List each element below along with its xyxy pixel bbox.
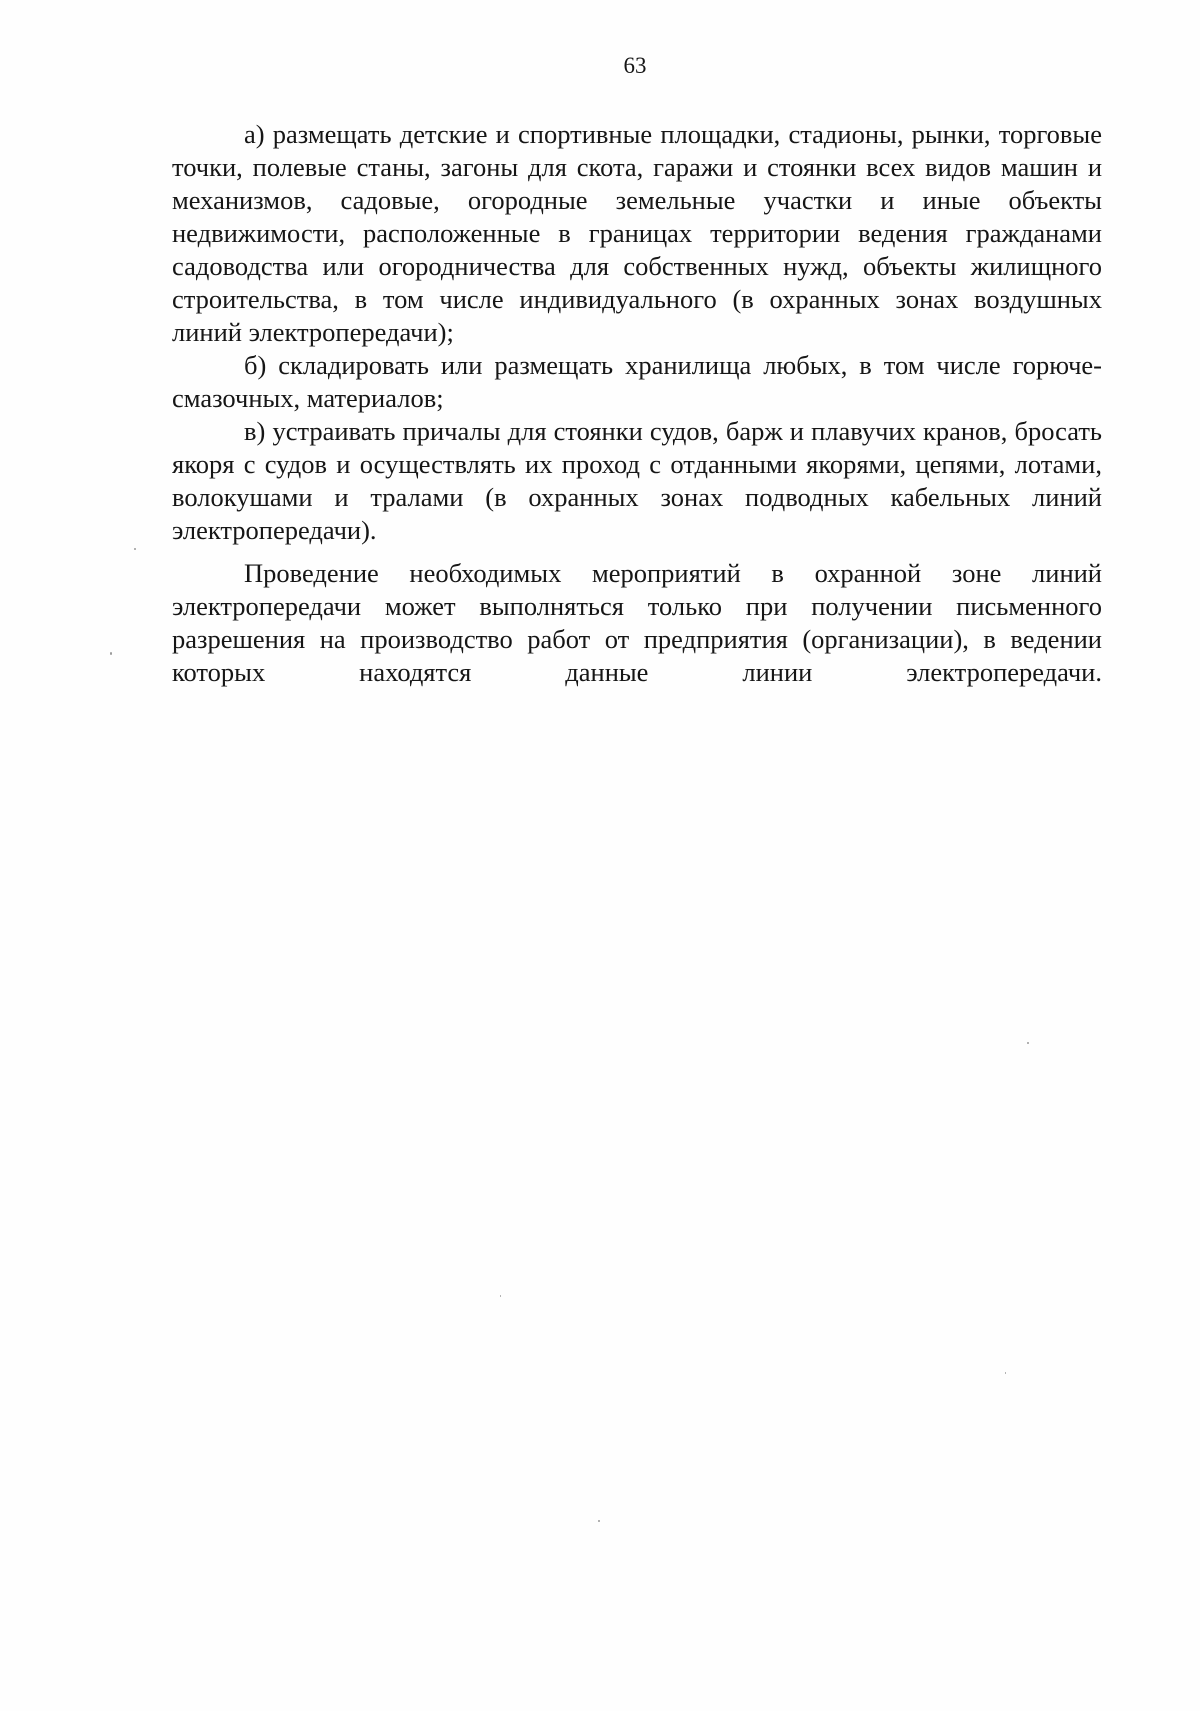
- scan-speck: [134, 548, 136, 550]
- scan-speck: [598, 1520, 600, 1522]
- page-number: 63: [623, 53, 647, 78]
- scan-speck: [1027, 1042, 1029, 1044]
- document-body: [172, 118, 1102, 689]
- paragraph-item-b: б) складировать или размещать хранилища любых, в том числе горюче-смазочных, материалов;: [172, 350, 1102, 413]
- paragraph-item-a: а) размещать детские и спортивные площадки, стадионы, рынки, торговые точки, полевые станы, загоны для скота, гаражи и стоянки всех видов машин и механизмов, садовые, огородные земельные участки и иные объекты недвижимости, расположенные в границах территории ведения гражданами садоводства или огородничества для собственных нужд, объекты жилищного строительства, в том числе индивидуального (в охранных зонах воздушных линий электропередачи);: [172, 119, 1102, 347]
- scan-speck: [110, 652, 112, 655]
- scan-speck: [1005, 1372, 1006, 1374]
- scan-speck: [500, 1295, 501, 1297]
- paragraph-closing: Проведение необходимых мероприятий в охранной зоне линий электропередачи может выполняться только при получении письменного разрешения на производство работ от предприятия (организации), в ведении которых находятся данные линии электропередачи.: [172, 558, 1102, 687]
- paragraph-item-v: в) устраивать причалы для стоянки судов, барж и плавучих кранов, бросать якоря с судов и осуществлять их проход с отданными якорями, цепями, лотами, волокушами и тралами (в охранных зонах подводных кабельных линий электропередачи).: [172, 416, 1102, 545]
